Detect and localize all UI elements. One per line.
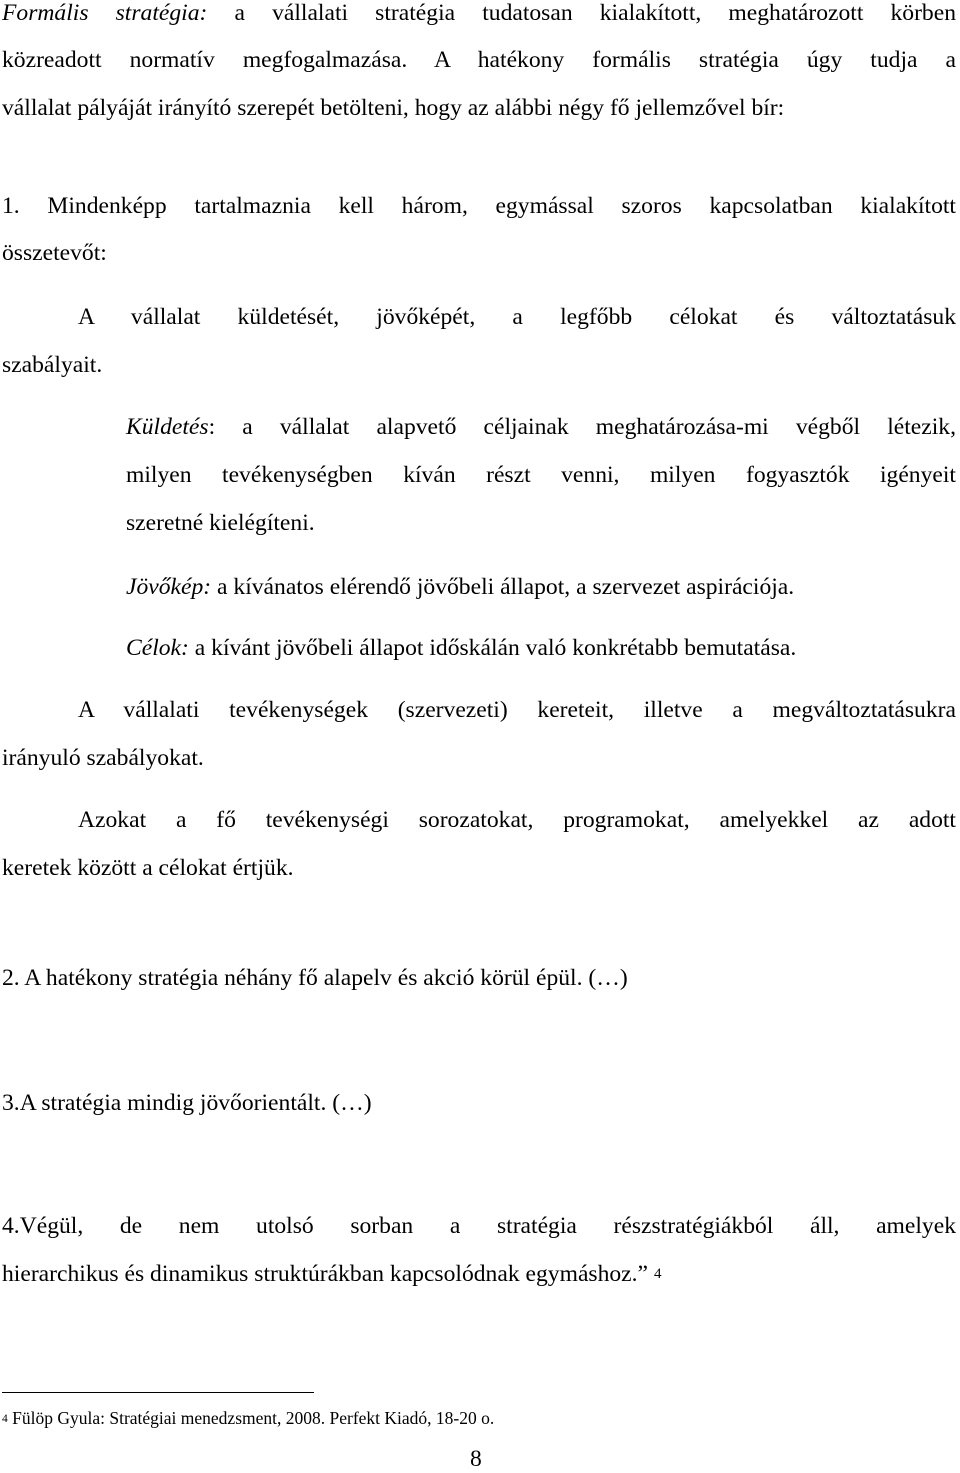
formal-strategy-term: Formális stratégia: [2, 0, 208, 26]
mission-line-3: szeretné kielégíteni. [126, 510, 315, 536]
footnote-reference: 4 [653, 1266, 662, 1282]
formal-strategy-line-1: Formális stratégia: a vállalati stratégia tudatosan kialakított, meghatározott körben [2, 0, 957, 26]
page-number: 8 [470, 1446, 482, 1472]
item-1-line-1: 1. Mindenképp tartalmaznia kell három, egymással szoros kapcsolatban kialakított [2, 193, 956, 219]
footnote: $^4$ Fülöp Gyula: Stratégiai menedzsment, 2008. Perfekt Kiadó, 18-20 o. [2, 1408, 495, 1428]
mission-term: Küldetés [126, 414, 209, 440]
footnote-separator [2, 1392, 314, 1393]
framework-line-2: irányuló szabályokat. [2, 745, 204, 771]
item-4-line-1: 4.Végül, de nem utolsó sorban a stratégia részstratégiákból áll, amelyek [2, 1213, 956, 1239]
programs-line-1: Azokat a fő tevékenységi sorozatokat, programokat, amelyekkel az adott [78, 807, 956, 833]
mission-line-2: milyen tevékenységben kíván részt venni, milyen fogyasztók igényeit [126, 462, 956, 488]
item-3: 3.A stratégia mindig jövőorientált. (…) [2, 1090, 372, 1116]
item-4-line-2: hierarchikus és dinamikus struktúrákban kapcsolódnak egymáshoz.” $^4$ [2, 1261, 662, 1287]
item-1-line-2: összetevőt: [2, 240, 107, 266]
goals-line: Célok: a kívánt jövőbeli állapot időskálán való konkrétabb bemutatása. [126, 635, 797, 661]
programs-line-2: keretek között a célokat értjük. [2, 855, 294, 881]
goals-term: Célok: [126, 635, 189, 661]
framework-line-1: A vállalati tevékenységek (szervezeti) kereteit, illetve a megváltoztatásukra [78, 697, 956, 723]
components-line-2: szabályait. [2, 352, 103, 378]
footnote-marker: 4 [2, 1413, 8, 1425]
vision-term: Jövőkép: [126, 574, 212, 600]
item-2: 2. A hatékony stratégia néhány fő alapelv és akció körül épül. (…) [2, 965, 628, 991]
components-line-1: A vállalat küldetését, jövőképét, a legfőbb célokat és változtatásuk [78, 304, 956, 330]
formal-strategy-line-2: közreadott normatív megfogalmazása. A hatékony formális stratégia úgy tudja a [2, 47, 956, 73]
formal-strategy-line-3: vállalat pályáját irányító szerepét betölteni, hogy az alábbi négy fő jellemzővel bír: [2, 95, 785, 121]
vision-line: Jövőkép: a kívánatos elérendő jövőbeli állapot, a szervezet aspirációja. [126, 574, 795, 600]
mission-line-1: Küldetés: a vállalat alapvető céljainak meghatározása-mi végből létezik, [126, 414, 956, 440]
